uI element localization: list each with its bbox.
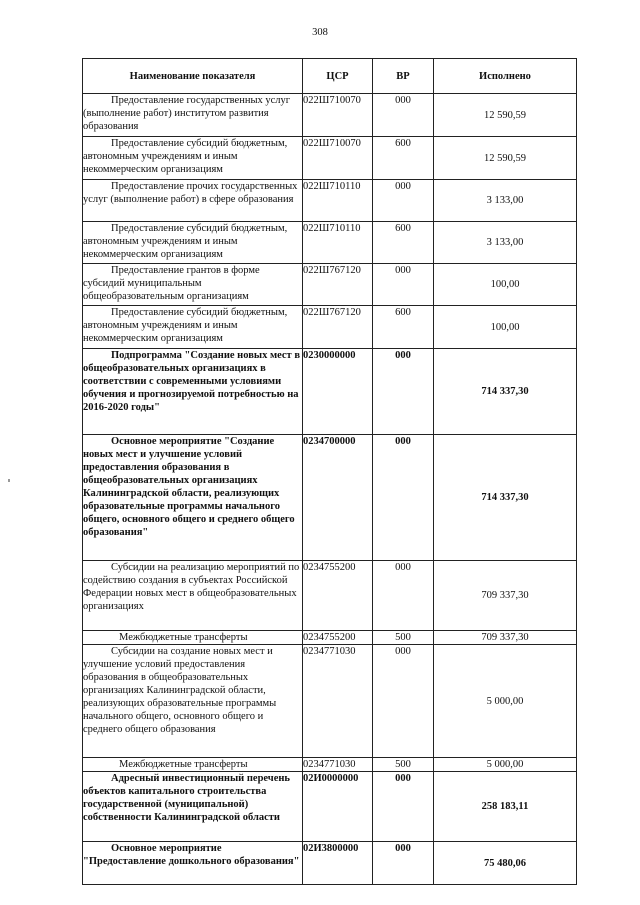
header-amount: Исполнено: [434, 59, 577, 94]
table-row-main-measure: [83, 842, 577, 885]
row-vr: 000: [373, 349, 434, 435]
row-amount: 709 337,30: [434, 631, 577, 645]
row-amount: 3 133,00: [434, 180, 577, 222]
table-row: [83, 631, 577, 645]
row-name: Предоставление грантов в форме субсидий муниципальным общеобразовательным организациям: [83, 264, 303, 306]
row-vr: 000: [373, 94, 434, 137]
row-name: Предоставление прочих государственных услуг (выполнение работ) в сфере образования: [83, 180, 303, 222]
page-number: 308: [312, 27, 328, 38]
row-code: 022Ш710110: [303, 180, 373, 222]
row-vr: 500: [373, 631, 434, 645]
row-amount: 3 133,00: [434, 222, 577, 264]
row-vr: 600: [373, 137, 434, 180]
row-code: 0234755200: [303, 561, 373, 631]
header-name: Наименование показателя: [83, 59, 303, 94]
row-name: Межбюджетные трансферты: [83, 631, 303, 645]
row-name: Субсидии на реализацию мероприятий по содействию создания в субъектах Российской Федерации новых мест в общеобразовательных организациях: [83, 561, 303, 631]
row-code: 022Ш710070: [303, 137, 373, 180]
row-vr: 000: [373, 645, 434, 758]
row-code: 0234755200: [303, 631, 373, 645]
row-amount: 100,00: [434, 306, 577, 349]
row-vr: 000: [373, 772, 434, 842]
row-name: Основное мероприятие "Создание новых мест и улучшение условий предоставления образования в общеобразовательных организациях Калининградской области, реализующих образовательные программы начального общего, основного общего и среднего общего образования": [83, 435, 303, 561]
table-row: [83, 222, 577, 264]
table-row: [83, 561, 577, 631]
row-vr: 000: [373, 561, 434, 631]
row-amount: 258 183,11: [434, 772, 577, 842]
row-code: 02И3800000: [303, 842, 373, 885]
row-amount: 100,00: [434, 264, 577, 306]
margin-mark: [8, 479, 10, 482]
row-code: 02И0000000: [303, 772, 373, 842]
table-row-investment-list: [83, 772, 577, 842]
row-code: 022Ш767120: [303, 264, 373, 306]
table-row: [83, 645, 577, 758]
row-code: 022Ш710070: [303, 94, 373, 137]
table-row-subprogram: [83, 349, 577, 435]
row-amount: 12 590,59: [434, 137, 577, 180]
row-code: 0234771030: [303, 645, 373, 758]
table-row: [83, 180, 577, 222]
row-vr: 000: [373, 435, 434, 561]
row-vr: 000: [373, 180, 434, 222]
row-name: Субсидии на создание новых мест и улучшение условий предоставления образования в общеобразовательных организациях Калининградской области, реализующих образовательные программы начального общего, основного общего и среднего общего образования: [83, 645, 303, 758]
row-code: 0234771030: [303, 758, 373, 772]
header-vr: ВР: [373, 59, 434, 94]
row-vr: 000: [373, 264, 434, 306]
row-code: 022Ш767120: [303, 306, 373, 349]
row-name: Предоставление субсидий бюджетным, автономным учреждениям и иным некоммерческим организациям: [83, 306, 303, 349]
row-amount: 5 000,00: [434, 758, 577, 772]
row-vr: 600: [373, 306, 434, 349]
row-name: Предоставление государственных услуг (выполнение работ) институтом развития образования: [83, 94, 303, 137]
row-name: Подпрограмма "Создание новых мест в общеобразовательных организациях в соответствии с современными условиями обучения и прогнозируемой потребностью на 2016-2020 годы": [83, 349, 303, 435]
table-row-main-measure: [83, 435, 577, 561]
row-amount: 12 590,59: [434, 94, 577, 137]
row-code: 0230000000: [303, 349, 373, 435]
row-vr: 600: [373, 222, 434, 264]
table-row: [83, 94, 577, 137]
row-name: Предоставление субсидий бюджетным, автономным учреждениям и иным некоммерческим организациям: [83, 137, 303, 180]
table-row: [83, 137, 577, 180]
row-amount: 714 337,30: [434, 349, 577, 435]
row-amount: 709 337,30: [434, 561, 577, 631]
row-vr: 500: [373, 758, 434, 772]
row-name: Основное мероприятие "Предоставление дошкольного образования": [83, 842, 303, 885]
row-code: 0234700000: [303, 435, 373, 561]
row-amount: 75 480,06: [434, 842, 577, 885]
row-amount: 714 337,30: [434, 435, 577, 561]
table-row: [83, 306, 577, 349]
row-vr: 000: [373, 842, 434, 885]
budget-execution-table: [82, 58, 577, 885]
table-row: [83, 758, 577, 772]
row-amount: 5 000,00: [434, 645, 577, 758]
table-row: [83, 264, 577, 306]
row-code: 022Ш710110: [303, 222, 373, 264]
row-name: Межбюджетные трансферты: [83, 758, 303, 772]
header-code: ЦСР: [303, 59, 373, 94]
row-name: Адресный инвестиционный перечень объектов капитального строительства государственной (муниципальной) собственности Калининградской области: [83, 772, 303, 842]
row-name: Предоставление субсидий бюджетным, автономным учреждениям и иным некоммерческим организациям: [83, 222, 303, 264]
table-header-row: [83, 59, 577, 94]
